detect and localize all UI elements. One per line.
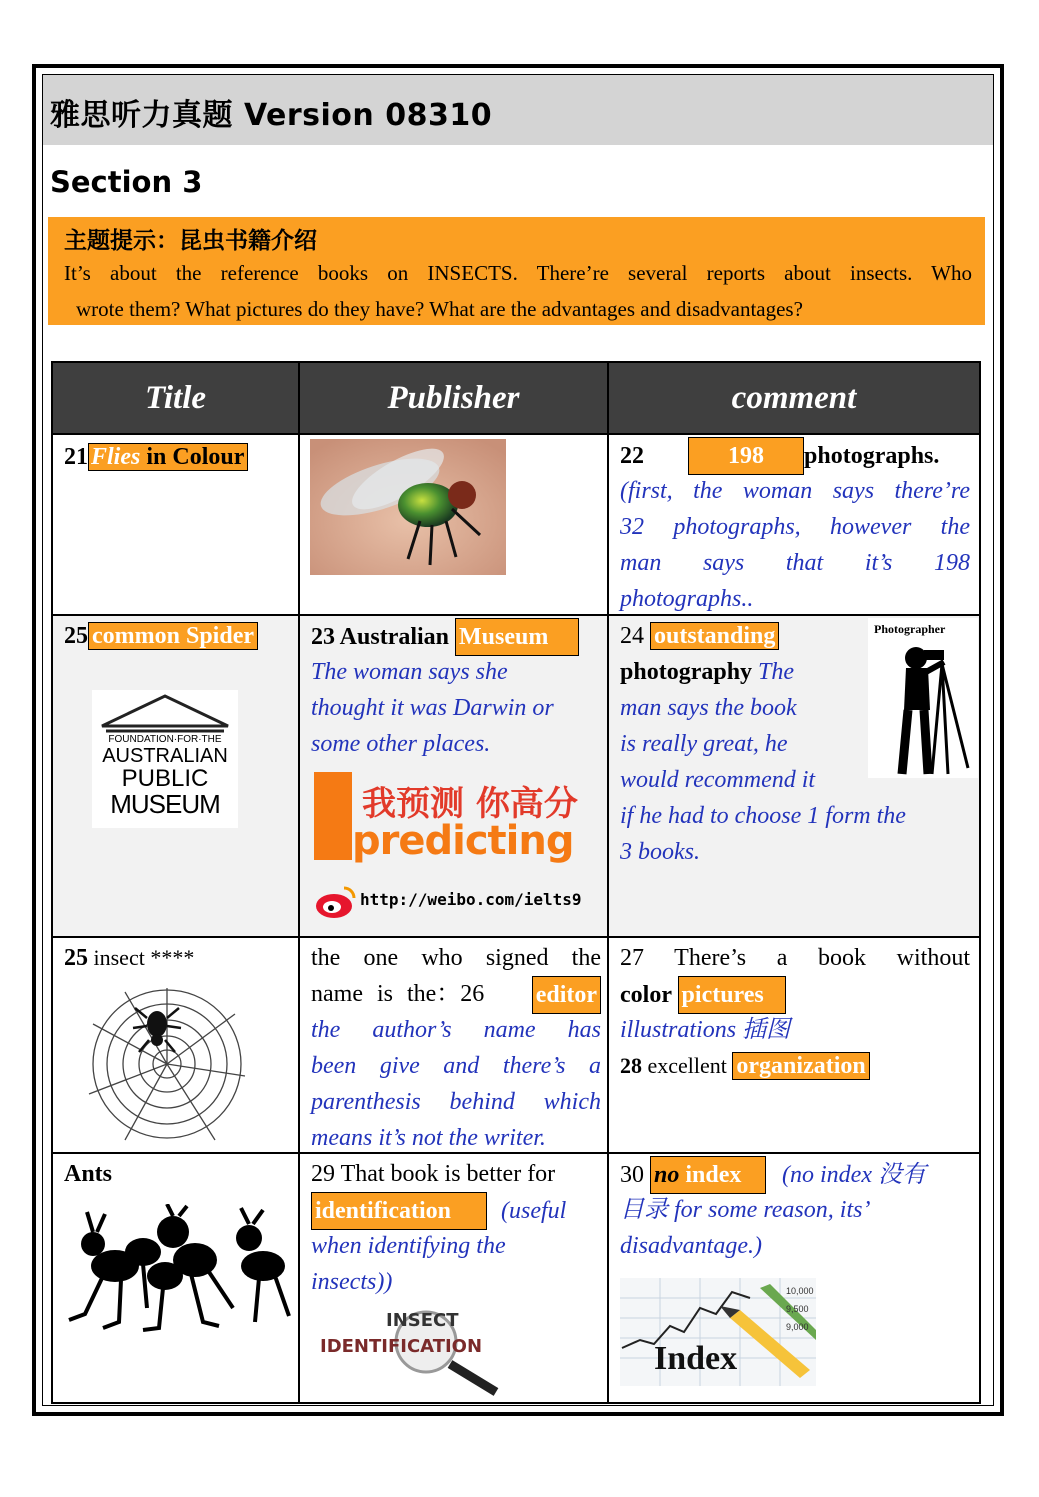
index-number: 9,500 (786, 1304, 809, 1314)
row3-publisher-note (311, 1012, 601, 1156)
header-publisher: Publisher (299, 362, 608, 434)
row1-comment-note (620, 473, 970, 617)
row1-note-line: (first, the woman says there’re (620, 478, 970, 504)
index-number: 10,000 (786, 1286, 814, 1296)
index-image (620, 1278, 816, 1386)
fly-body (398, 483, 458, 527)
row4-pnote-a: (useful (495, 1198, 567, 1224)
row2-comment-cell (608, 615, 980, 937)
watermark-word: predicting (352, 818, 574, 864)
row2-cnote-line: 3 books. (620, 839, 700, 865)
table-row (52, 434, 980, 615)
row2-answer-text: common Spider (92, 623, 254, 649)
row3-comment2-text: excellent (642, 1053, 733, 1078)
index-word: Index (654, 1340, 738, 1377)
photographer-image (868, 618, 978, 778)
row3-publisher-cell (299, 937, 608, 1153)
fly-image (310, 439, 506, 575)
section-title: Section 3 (50, 165, 203, 199)
ants-image (63, 1204, 293, 1334)
row3-pnote-line: been give and there’s a (311, 1053, 601, 1079)
row4-title: Ants (64, 1161, 113, 1187)
row2-title (64, 618, 258, 654)
row4-publisher-answer: identification (311, 1192, 487, 1230)
photographer-silhouette (868, 638, 978, 778)
row1-note-line: 32 photographs, however the (620, 514, 970, 540)
row1-comment-answer: 198 (688, 437, 804, 475)
row2-publisher-label: 23 Australian (311, 624, 456, 650)
insect-identification-image (320, 1306, 540, 1398)
row2-comment-note-a: The (752, 659, 795, 685)
row4-title-cell (52, 1153, 299, 1403)
predicting-watermark (310, 772, 600, 932)
table-header-row (52, 362, 980, 434)
row4-comment-note (620, 1192, 870, 1264)
row2-cnote-line: is really great, he (620, 731, 788, 757)
row4-comment-answer (650, 1156, 766, 1194)
row1-note-line: man says that it’s 198 (620, 550, 970, 576)
row3-comment-cell (608, 937, 980, 1153)
row3-comment-line-4 (620, 1048, 870, 1084)
row2-comment-bold: photography (620, 659, 753, 685)
fly-head (448, 481, 476, 509)
row1-comment-after: photographs. (804, 443, 940, 469)
row4-answer-rest: index (679, 1162, 742, 1188)
row3-pnote-line: means it’s not the writer. (311, 1125, 546, 1151)
row3-comment2-answer: organization (732, 1052, 869, 1080)
row3-publisher-answer: editor (532, 976, 601, 1014)
row1-answer (88, 443, 248, 471)
row2-num: 25 (64, 623, 88, 649)
row1-title-cell (52, 434, 299, 615)
row4-pline-1: 29 That book is better for (311, 1161, 556, 1187)
weibo-icon (314, 884, 358, 920)
row1-answer-rest: in Colour (140, 444, 245, 470)
row1-num: 21 (64, 444, 88, 470)
row3-title (64, 940, 194, 976)
row4-answer-italic: no (654, 1162, 680, 1188)
logo-line-1: FOUNDATION·FOR·THE (108, 734, 222, 745)
page-title: 雅思听力真题 Version 08310 (50, 98, 493, 133)
row1-publisher-cell (299, 434, 608, 615)
row2-cnote-line: would recommend it (620, 767, 816, 793)
row2-cnote-line: man says the book (620, 695, 797, 721)
row2-pnote-line: some other places. (311, 731, 491, 757)
logo-line-4: MUSEUM (110, 789, 220, 819)
museum-roof-icon (92, 690, 238, 734)
row4-publisher-line-2 (311, 1192, 566, 1230)
row4-cnote-line: 目录 for some reason, its’ (620, 1197, 871, 1223)
row2-comment-num: 24 (620, 623, 650, 649)
row2-title-cell (52, 615, 299, 937)
row2-comment-line-2 (620, 654, 794, 690)
watermark-chinese: 我预测 你高分 (362, 784, 578, 824)
watermark-i-bar (314, 772, 352, 860)
row3-comment-line-1 (620, 940, 970, 976)
row2-answer (88, 622, 258, 650)
img-text-identification: IDENTIFICATION (320, 1336, 483, 1357)
photographer-label: Photographer (874, 622, 946, 636)
row4-comment-num: 30 (620, 1162, 650, 1188)
row4-pnote-line: when identifying the (311, 1233, 506, 1259)
row3-comment-bold: color (620, 982, 678, 1008)
logo-line-3: PUBLIC (121, 765, 209, 792)
row4-cnote-line: disadvantage.) (620, 1233, 762, 1259)
topic-title: 主题提示：昆虫书籍介绍 (64, 228, 317, 254)
row3-comment-note: illustrations 插图 (620, 1017, 791, 1043)
row3-pline-1: the one who signed the (311, 945, 601, 971)
header-comment: comment (608, 362, 980, 434)
topic-line-1: It’s about the reference books on INSECTS. There’re several reports about insects. Who (64, 261, 972, 285)
row3-title-text: insect **** (88, 945, 195, 970)
row2-publisher-note (311, 654, 601, 762)
row3-publisher-text (311, 940, 601, 976)
row3-publisher-line-2 (311, 976, 601, 1014)
row1-comment-line (620, 437, 970, 475)
row3-pnote-line: the author’s name has (311, 1017, 601, 1043)
table-row (52, 615, 980, 937)
row3-pline-2: name is the：26 (311, 981, 485, 1007)
row3-pnote-line: parenthesis behind which (311, 1089, 601, 1115)
logo-line-2: AUSTRALIAN (102, 745, 228, 767)
topic-text (64, 255, 972, 327)
row4-comment-cell (608, 1153, 980, 1403)
row1-answer-italic: Flies (91, 444, 141, 470)
museum-logo (92, 690, 238, 828)
row3-comment2-num: 28 (620, 1053, 642, 1078)
row4-cnote-a: (no index 没有 (776, 1162, 926, 1188)
row1-title (64, 439, 248, 475)
row2-publisher-line (311, 618, 579, 656)
spider-web-image (85, 984, 249, 1144)
row3-comment-answer: pictures (678, 976, 786, 1014)
row2-cnote-line: if he had to choose 1 form the (620, 803, 906, 829)
row3-cline-1: 27 There’s a book without (620, 945, 970, 971)
row2-publisher-cell (299, 615, 608, 937)
row1-note-line: photographs.. (620, 586, 754, 612)
watermark-url: http://weibo.com/ielts9 (360, 890, 582, 909)
table-row (52, 1153, 980, 1403)
row1-comment-num: 22 (620, 443, 644, 469)
row2-comment-line (620, 618, 779, 654)
header-title: Title (52, 362, 299, 434)
row3-num: 25 (64, 945, 88, 971)
row1-comment-cell (608, 434, 980, 615)
row4-publisher-note (311, 1228, 506, 1300)
row4-publisher-cell (299, 1153, 608, 1403)
table-row (52, 937, 980, 1153)
books-table (51, 361, 981, 1404)
row2-pnote-line: thought it was Darwin or (311, 695, 554, 721)
topic-line-2: wrote them? What pictures do they have? What are the advantages and disadvantages? (76, 297, 803, 321)
row4-pnote-line: insects)) (311, 1269, 393, 1295)
row3-comment-line-2 (620, 976, 786, 1014)
row4-comment-line-1 (620, 1156, 926, 1194)
row3-title-cell (52, 937, 299, 1153)
row2-comment-answer: outstanding (650, 622, 779, 650)
img-text-insect: INSECT (386, 1310, 459, 1331)
index-number: 9,000 (786, 1322, 809, 1332)
index-numbers (786, 1282, 814, 1336)
row2-publisher-answer: Museum (455, 618, 579, 656)
row2-pnote-line: The woman says she (311, 659, 508, 685)
